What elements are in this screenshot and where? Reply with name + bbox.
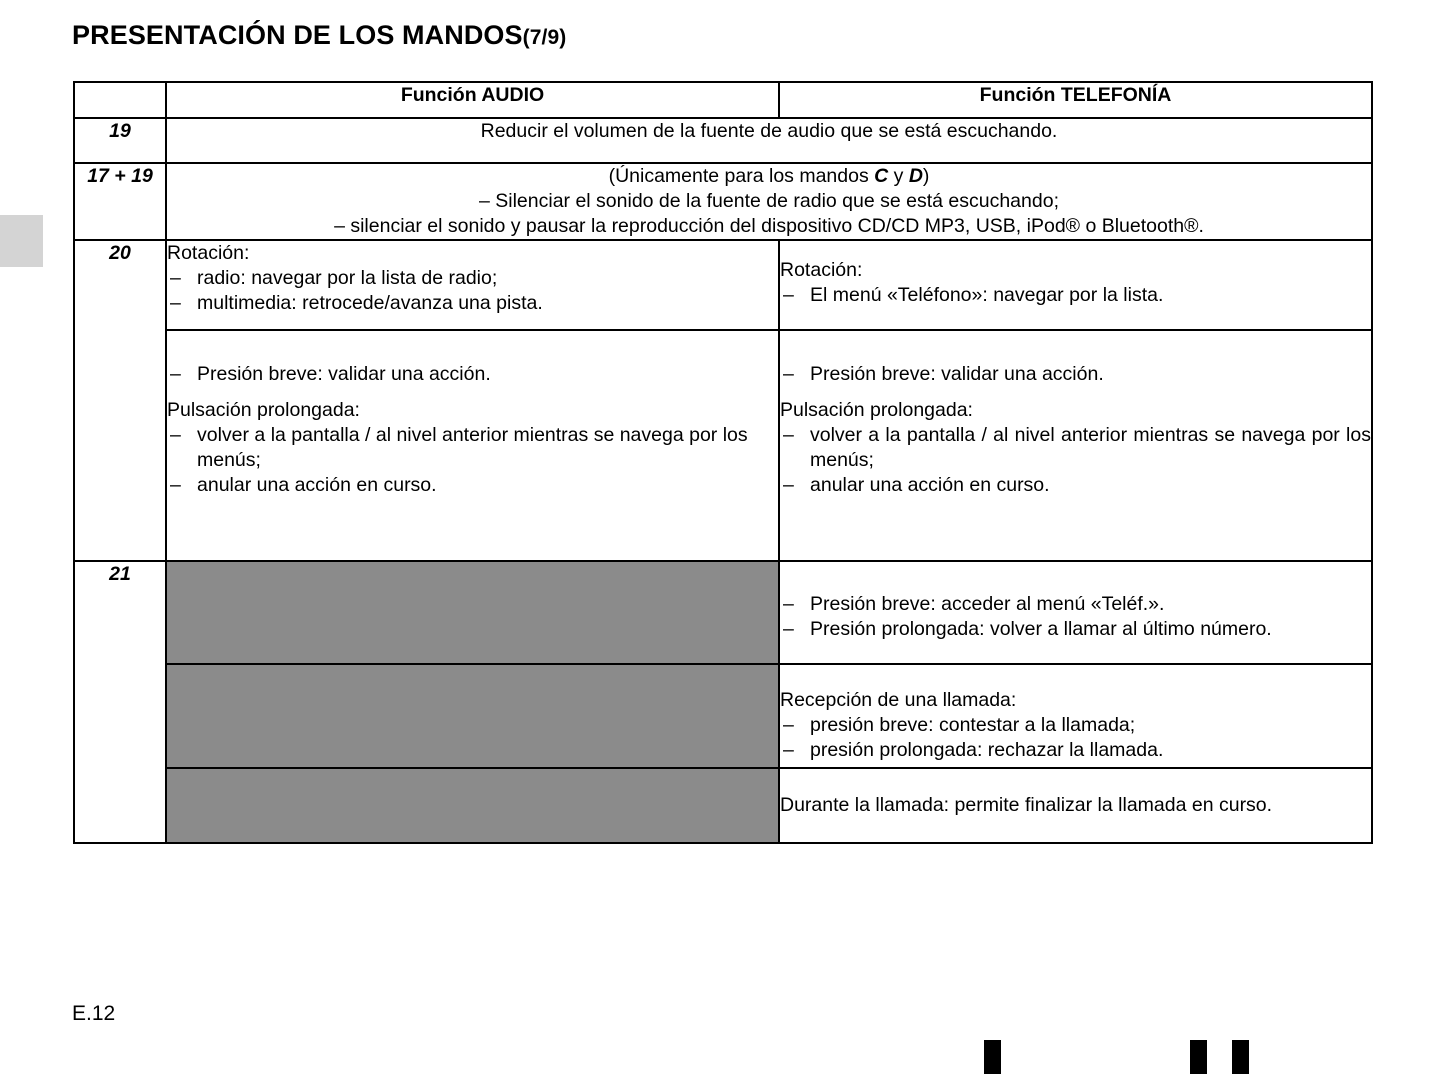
list-item: – Presión prolongada: volver a llamar al último número.	[780, 617, 1371, 642]
row-17-19-line-1	[167, 164, 1371, 189]
list-item: – Presión breve: validar una acción.	[780, 362, 1371, 387]
row-20-audio-rotation	[166, 240, 779, 330]
audio-press-list	[167, 362, 778, 387]
list-item: – multimedia: retrocede/avanza una pista.	[167, 291, 778, 316]
list-item: – anular una acción en curso.	[780, 473, 1371, 498]
header-cell-audio: Función AUDIO	[166, 82, 779, 118]
table-header-row	[74, 82, 1372, 118]
list-item: – Presión breve: validar una acción.	[167, 362, 778, 387]
list-item: – El menú «Teléfono»: navegar por la lista.	[780, 283, 1371, 308]
spacer	[167, 387, 778, 398]
header-cell-telefonia: Función TELEFONÍA	[779, 82, 1372, 118]
tel-long-press-title: Pulsación prolongada:	[780, 399, 973, 421]
tel-menu-list	[780, 592, 1371, 642]
table-row-21-incoming	[74, 664, 1372, 768]
audio-long-press-list	[167, 423, 778, 498]
row-21-audio-unavailable-2	[166, 664, 779, 768]
table-row-20-rotation	[74, 240, 1372, 330]
row-number-17-19: 17 + 19	[74, 163, 166, 240]
tel-rotation-list	[780, 283, 1371, 308]
page-title-sub: (7/9)	[522, 26, 567, 49]
row-number-20: 20	[74, 240, 166, 561]
row-17-19-line-3: – silenciar el sonido y pausar la reproducción del dispositivo CD/CD MP3, USB, iPod® o Bluetooth®.	[334, 215, 1204, 237]
list-item: – volver a la pantalla / al nivel anterior mientras se navega por los menús;	[780, 423, 1371, 473]
registration-mark-3	[1232, 1040, 1249, 1074]
list-item: – Presión breve: acceder al menú «Teléf.».	[780, 592, 1371, 617]
audio-rotation-title: Rotación:	[167, 242, 250, 264]
row-21-tel-incoming	[779, 664, 1372, 768]
control-label-d: D	[908, 165, 923, 187]
list-item: – presión prolongada: rechazar la llamada.	[780, 738, 1371, 763]
registration-mark-2	[1190, 1040, 1207, 1074]
controls-table	[73, 81, 1373, 844]
page-title-main: PRESENTACIÓN DE LOS MANDOS	[72, 20, 523, 50]
table-row-21-menu	[74, 561, 1372, 664]
page-title	[72, 20, 566, 51]
tel-rotation-title: Rotación:	[780, 259, 863, 281]
tel-press-list	[780, 362, 1371, 387]
row-17-19-line-2: – Silenciar el sonido de la fuente de radio que se está escuchando;	[479, 190, 1059, 212]
tel-long-press-list	[780, 423, 1371, 498]
audio-long-press-title: Pulsación prolongada:	[167, 399, 360, 421]
incoming-call-title: Recepción de una llamada:	[780, 689, 1017, 711]
row-21-tel-during-call: Durante la llamada: permite finalizar la llamada en curso.	[779, 768, 1372, 843]
row-20-tel-rotation	[779, 240, 1372, 330]
list-item: – volver a la pantalla / al nivel anterior mientras se navega por los menús;	[167, 423, 778, 473]
row-17-19-description	[166, 163, 1372, 240]
list-item: – presión breve: contestar a la llamada;	[780, 713, 1371, 738]
row-number-21: 21	[74, 561, 166, 843]
registration-mark-1	[984, 1040, 1001, 1074]
row-20-audio-press	[166, 330, 779, 561]
row-21-audio-unavailable-3	[166, 768, 779, 843]
control-label-c: C	[874, 165, 889, 187]
line1-suffix: )	[922, 165, 930, 187]
page-folio: E.12	[72, 1002, 116, 1025]
incoming-call-list	[780, 713, 1371, 763]
spacer	[780, 387, 1371, 398]
table-row-17-19	[74, 163, 1372, 240]
row-number-19: 19	[74, 118, 166, 163]
table-row-19	[74, 118, 1372, 163]
line1-prefix: (Únicamente para los mandos	[608, 165, 875, 187]
list-item: – anular una acción en curso.	[167, 473, 778, 498]
list-item: – radio: navegar por la lista de radio;	[167, 266, 778, 291]
header-cell-blank	[74, 82, 166, 118]
audio-rotation-list	[167, 266, 778, 316]
page-edge-tab	[0, 215, 43, 267]
row-21-tel-menu	[779, 561, 1372, 664]
line1-middle: y	[888, 165, 909, 187]
row-21-audio-unavailable-1	[166, 561, 779, 664]
table-row-20-press	[74, 330, 1372, 561]
table-row-21-during-call	[74, 768, 1372, 843]
row-19-description: Reducir el volumen de la fuente de audio que se está escuchando.	[166, 118, 1372, 163]
row-20-tel-press	[779, 330, 1372, 561]
